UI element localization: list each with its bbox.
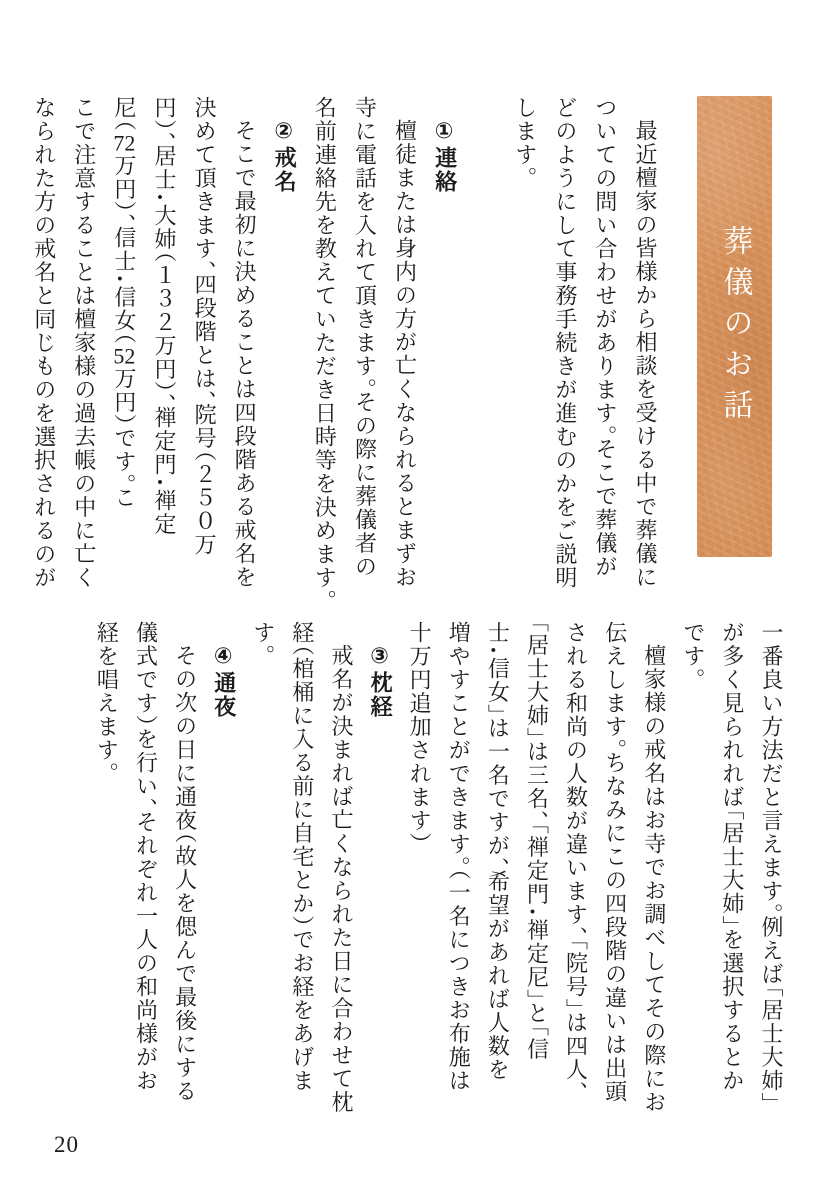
text-column: 寺に電話を入れて頂きます。その際に葬儀者の xyxy=(352,96,378,579)
text-column: です。 xyxy=(680,621,706,681)
text-column: が多く見られれば「居士大姉」を選択するとか xyxy=(719,621,745,1093)
bottom-text-section xyxy=(95,621,783,1114)
text-column: す。 xyxy=(250,621,276,657)
text-column: される和尚の人数が違います、「院号」は四人、 xyxy=(563,621,589,1094)
text-column: 檀家様の戒名はお寺でお調べしてその際にお xyxy=(641,644,667,1114)
text-column: 伝えします。ちなみにこの四段階の違いは出頭 xyxy=(602,621,628,1104)
text-column: 尼（72万円）、信士・信女（52万円）です。こ xyxy=(111,96,137,510)
text-column: 名前連絡先を教えていただき日時等を決めます。 xyxy=(312,96,338,602)
text-column: 檀徒または身内の方が亡くなられるとまずお xyxy=(392,119,418,589)
text-column: なられた方の戒名と同じものを選択されるのが xyxy=(31,96,57,590)
text-column: 増やすことができます。（一名につきお布施は xyxy=(446,621,472,1093)
text-column: そこで最初に決めることは四段階ある戒名を xyxy=(232,119,258,589)
top-text-section xyxy=(33,96,657,602)
text-column: 儀式です）を行い、それぞれ一人の和尚様がお xyxy=(133,621,159,1093)
text-column: 「居士大姉」は三名、「禅定門・禅定尼」と「信 xyxy=(524,621,550,1061)
text-column: 決めて頂きます、四段階とは、院号（２５０万 xyxy=(192,96,218,557)
text-column: 十万円追加されます） xyxy=(407,621,433,845)
tatechuyoko-number: 72 xyxy=(113,132,136,154)
text-column: どのようにして事務手続きが進むのかをご説明 xyxy=(552,96,578,590)
text-column: 最近檀家の皆様から相談を受ける中で葬儀に xyxy=(633,119,658,589)
heading-3-makuragyo: ③枕経 xyxy=(368,644,394,719)
text-column: 経（棺桶に入る前に自宅とか）でお経をあげま xyxy=(289,621,315,1093)
tatechuyoko-number: 52 xyxy=(113,345,136,367)
text-column: こで注意することは檀家様の過去帳の中に亡く xyxy=(71,96,97,590)
heading-1-renraku: ①連絡 xyxy=(432,119,458,194)
text-column: 士・信女」は一名ですが、希望があれば人数を xyxy=(485,621,511,1082)
text-column: します。 xyxy=(512,96,538,179)
text-column: 経を唱えます。 xyxy=(94,621,120,775)
chapter-title: 葬儀のお話 xyxy=(718,225,752,430)
page-number: 20 xyxy=(54,1132,79,1157)
text-column: 円）、居士・大姉（１３２万円）、禅定門・禅定 xyxy=(151,96,177,536)
text-column: その次の日に通夜（故人を偲んで最後にする xyxy=(172,644,198,1103)
heading-4-tsuya: ④通夜 xyxy=(211,644,237,719)
text-column: 一番良い方法だと言えます。例えば「居士大姉」 xyxy=(759,621,784,1105)
chapter-banner xyxy=(697,96,772,557)
heading-2-kaimyo: ②戒名 xyxy=(272,119,298,194)
text-column: 戒名が決まれば亡くなられた日に合わせて枕 xyxy=(328,644,354,1114)
text-column: ついての問い合わせがあります。そこで葬儀が xyxy=(592,96,618,579)
